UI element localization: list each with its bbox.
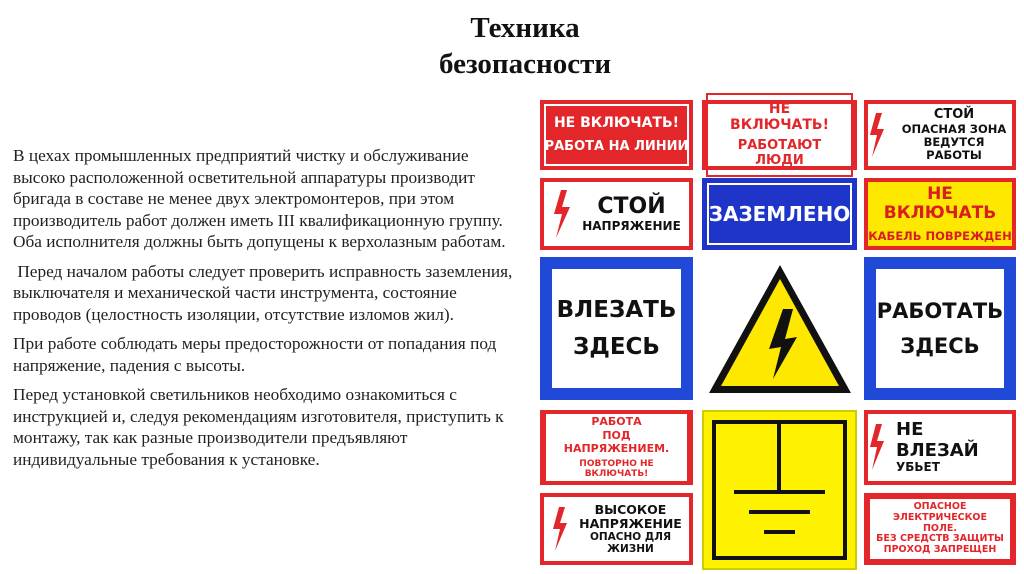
sign-text: ОПАСНАЯ ЗОНА xyxy=(901,121,1007,136)
sign-do-not-switch-line-work xyxy=(540,100,693,170)
title-line-1: Техника xyxy=(470,12,580,44)
sign-text: РАБОТАТЬ xyxy=(876,299,1004,324)
title-line-2: безопасности xyxy=(438,48,612,80)
sign-text: ВЕДУТСЯ РАБОТЫ xyxy=(923,134,985,163)
sign-text: СТОЙ xyxy=(933,106,975,122)
sign-text: НЕ ВЛЕЗАЙ xyxy=(896,418,979,461)
sign-text: БЕЗ СРЕДСТВ ЗАЩИТЫ xyxy=(876,533,1004,545)
sign-high-voltage-danger xyxy=(540,493,693,565)
sign-work-here xyxy=(864,257,1016,400)
body-text xyxy=(13,145,517,478)
sign-text: ЗАЗЕМЛЕНО xyxy=(708,201,851,226)
sign-cable-damaged xyxy=(864,178,1016,250)
paragraph-4: Перед установкой светильников необходимо ознакомиться с инструкцией и, следуя рекомендациям изготовителя, приступить к монтажу, так как разные производители предъявляют индивидуальные требования к установке. xyxy=(13,385,504,469)
sign-grounded xyxy=(702,178,857,250)
sign-text: ЗДЕСЬ xyxy=(573,333,660,360)
sign-text: НАПРЯЖЕНИЕ xyxy=(579,515,682,531)
paragraph-1: В цехах промышленных предприятий чистку и обслуживание высоко расположенной осветительной аппаратуры производит бригада в составе не менее двух электромонтеров, при этом производитель работ должен иметь III квалификационную группу. Оба исполнителя должны быть допущены к верхолазным работам. xyxy=(13,146,506,251)
sign-text: ОПАСНО ДЛЯ xyxy=(589,531,672,544)
sign-text: ОПАСНОЕ xyxy=(913,500,967,512)
sign-do-not-switch-people-working xyxy=(702,100,857,170)
sign-text: СТОЙ xyxy=(597,194,666,220)
sign-text: УБЬЕТ xyxy=(896,460,940,475)
sign-text: РАБОТА xyxy=(591,414,642,428)
paragraph-2: Перед началом работы следует проверить исправность заземления, выключателя и механической части инструмента, состояние проводов (целостность изоляции, отсутствие изломов жил). xyxy=(13,261,517,324)
sign-do-not-climb-deadly xyxy=(864,410,1016,485)
sign-text: ПРОХОД ЗАПРЕЩЕН xyxy=(883,544,997,556)
ground-symbol-icon xyxy=(704,412,855,568)
lightning-bolt-icon xyxy=(868,113,886,157)
sign-text: НЕ ВКЛЮЧАТЬ xyxy=(883,183,997,224)
sign-text: РАБОТАЮТ ЛЮДИ xyxy=(737,138,822,169)
sign-work-under-voltage xyxy=(540,410,693,485)
sign-climb-here xyxy=(540,257,693,400)
sign-stop-danger-zone xyxy=(864,100,1016,170)
sign-text: ПОД НАПРЯЖЕНИЕМ. xyxy=(563,429,670,455)
high-voltage-triangle-icon xyxy=(705,259,855,399)
lightning-bolt-icon xyxy=(552,190,572,238)
sign-stop-voltage xyxy=(540,178,693,250)
sign-high-voltage-triangle xyxy=(702,257,857,400)
sign-ground-symbol xyxy=(702,410,857,570)
lightning-bolt-icon xyxy=(551,507,569,551)
sign-text: ЭЛЕКТРИЧЕСКОЕ ПОЛЕ. xyxy=(893,511,987,534)
sign-text: КАБЕЛЬ ПОВРЕЖДЕН xyxy=(868,228,1012,243)
lightning-bolt-icon xyxy=(868,424,886,470)
sign-text: НЕ ВКЛЮЧАТЬ! xyxy=(730,100,829,134)
sign-text: ВЫСОКОЕ xyxy=(594,501,667,517)
slide-title xyxy=(400,10,650,82)
sign-text: ЖИЗНИ xyxy=(607,543,654,556)
paragraph-3: При работе соблюдать меры предосторожности от попадания под напряжение, падения с высоты. xyxy=(13,334,497,375)
sign-text: НАПРЯЖЕНИЕ xyxy=(582,218,681,233)
sign-text: ЗДЕСЬ xyxy=(900,333,980,358)
sign-dangerous-electric-field xyxy=(864,493,1016,565)
sign-text: РАБОТА НА ЛИНИИ xyxy=(544,138,689,154)
sign-text: НЕ ВКЛЮЧАТЬ! xyxy=(553,115,680,132)
sign-text: ПОВТОРНО НЕ ВКЛЮЧАТЬ! xyxy=(579,458,654,479)
sign-text: ВЛЕЗАТЬ xyxy=(556,297,677,324)
